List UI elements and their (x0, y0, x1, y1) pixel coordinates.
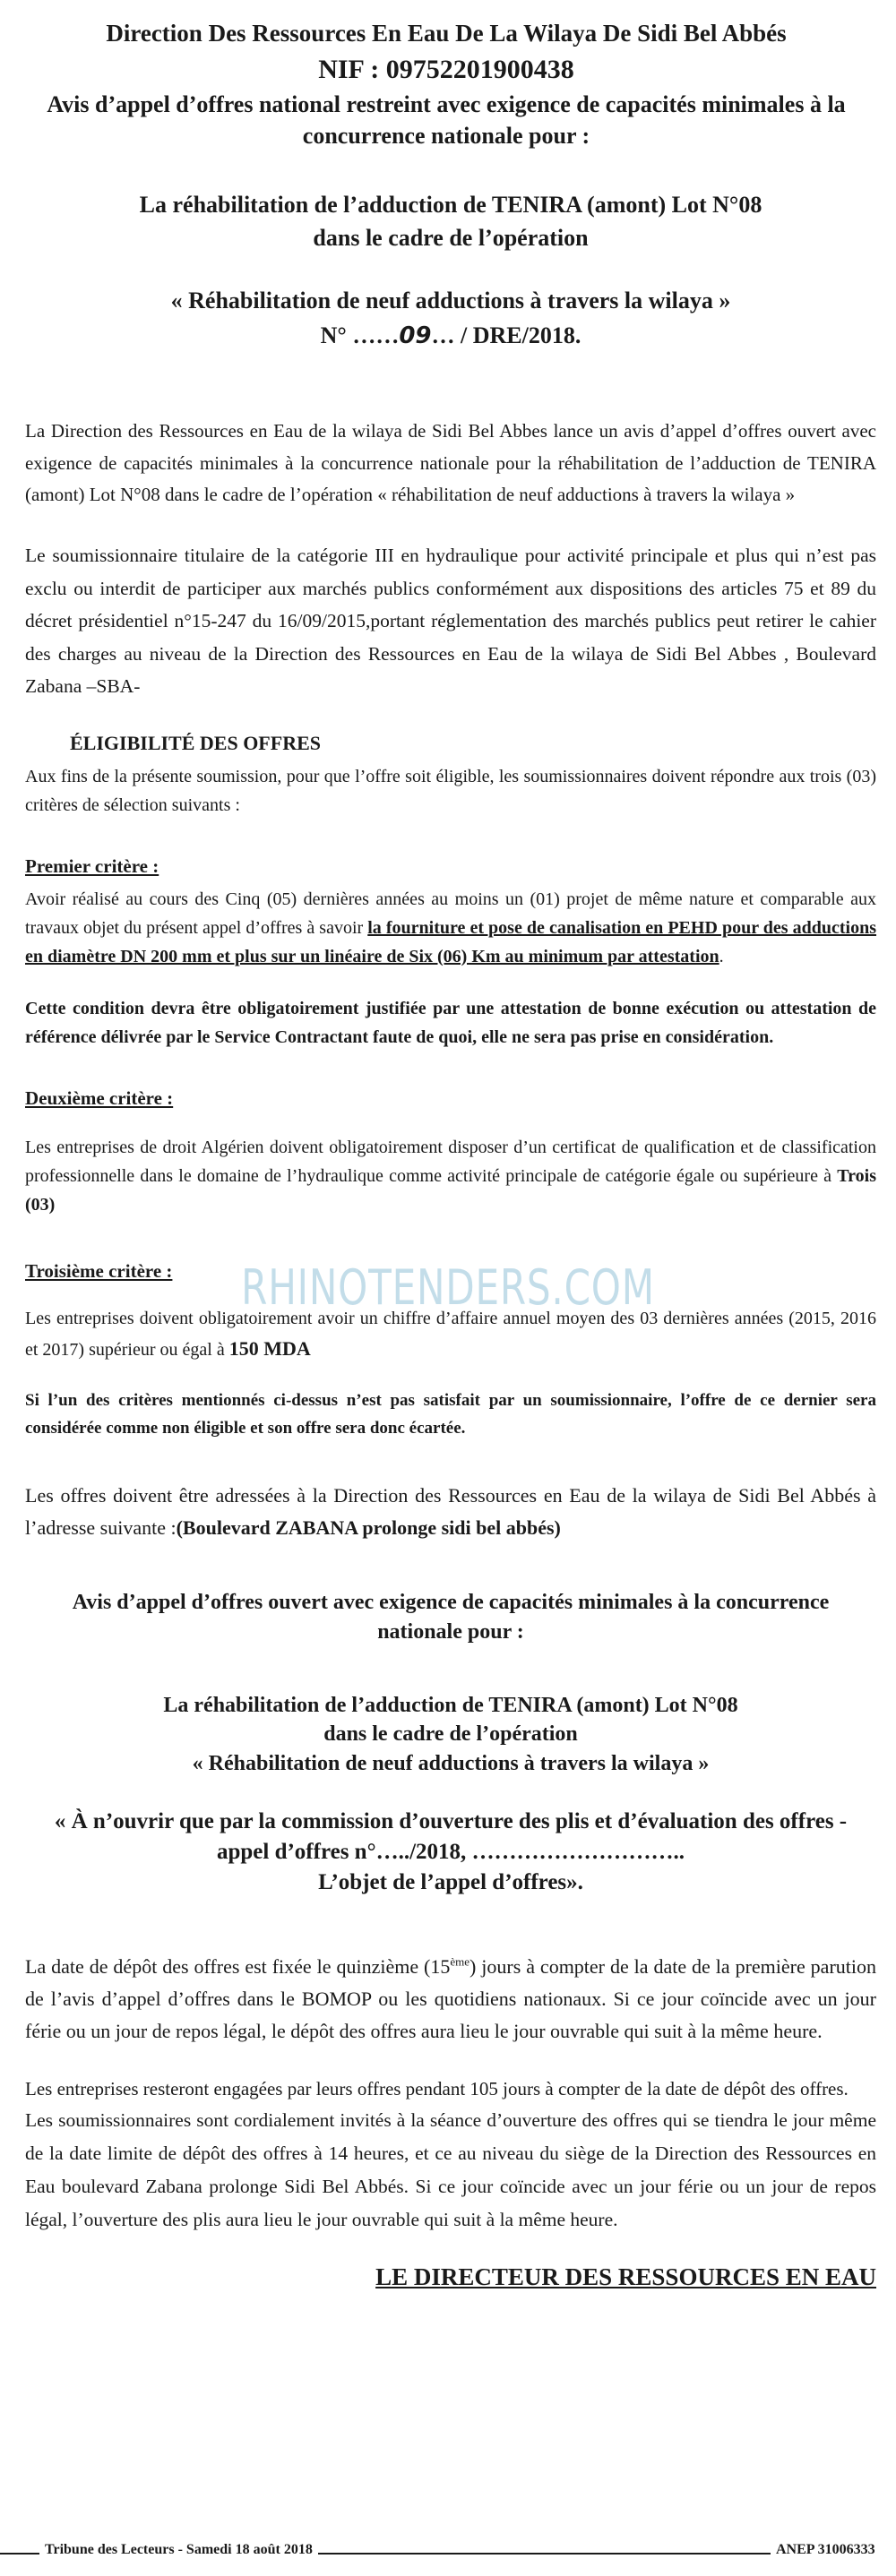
criterion-1-text-a: Avoir réalisé au cours des Cinq (05) dernières années au moins un (01) projet de même nature et comparable aux travaux objet du présent appel d’offres à savoir (25, 889, 876, 938)
criterion-1-text-c: . (719, 946, 724, 966)
notice-type-line2: concurrence nationale pour : (302, 123, 590, 150)
subject-line1: La réhabilitation de l’adduction de TENIRA (amont) Lot N°08 (139, 192, 762, 219)
submission-address (25, 1480, 876, 1543)
footer-publication: Tribune des Lecteurs - Samedi 18 août 2018 (39, 2542, 318, 2558)
deadline-text-a: La date de dépôt des offres est fixée le quinzième (15 (25, 1955, 451, 1979)
subject (25, 189, 876, 349)
eligibility-title: ÉLIGIBILITÉ DES OFFRES (70, 731, 321, 754)
rejection-rule: Si l’un des critères mentionnés ci-dessus n’est pas satisfait par un soumissionnaire, l’offre de ce dernier sera considérée comme non éligible et son offre sera donc écartée. (25, 1391, 876, 1438)
criterion-3-label: Troisième critère : (25, 1259, 173, 1282)
submission-address-text: Les offres doivent être adressées à la Direction des Ressources en Eau de la wilaya de Sidi Bel Abbés à l’adresse suivante : (25, 1483, 876, 1539)
criterion-1-underlined: la fourniture et pose de canalisation en PEHD pour des adductions en diamètre DN 200 mm et plus sur un linéaire de Six (06) Km au minimum par attestation (25, 917, 877, 966)
eligibility-section (25, 732, 876, 1442)
intro (25, 416, 876, 703)
deadline-text-b: ) jours à compter de la date de la première parution de l’avis d’appel d’offres dans le BOMOP ou les quotidiens nationaux. Si ce jour coïncide avec un jour férie ou un jour de repos légal, le dépôt des offres aura lieu le jour ouvrable qui suit à la même heure. (25, 1955, 876, 2042)
deadline-paragraph (25, 1951, 876, 2047)
submission-address-location: (Boulevard ZABANA prolonge sidi bel abbés) (176, 1516, 561, 1539)
envelope-line-4: dans le cadre de l’opération (323, 1722, 578, 1747)
opening-session-paragraph: Les soumissionnaires sont cordialement invités à la séance d’ouverture des offres qui se tiendra le jour même de la date limite de dépôt des offres à 14 heures, et ce au niveau du siège de la Direction des Ressources en Eau boulevard Zabana prolonge Sidi Bel Abbés. Si ce jour coïncide avec un jour férie ou un jour de repos légal, l’ouverture des plis aura lieu le jour ouvrable qui suit à la même heure. (25, 2109, 876, 2231)
envelope-line-6: « À n’ouvrir que par la commission d’ouverture des plis et d’évaluation des offres - (54, 1809, 848, 1834)
deadline-superscript: ème (450, 1955, 470, 1970)
intro-paragraph-2: Le soumissionnaire titulaire de la catégorie III en hydraulique pour activité principale et plus qui n’est pas exclu ou interdit de participer aux marchés publics conformément aux dispositions des articles 75 et 89 du décret présidentiel n°15-247 du 16/09/2015,portant réglementation des marchés publics peut retirer le cahier des charges au niveau de la Direction des Ressources en Eau de la wilaya de Sidi Bel Abbes , Boulevard Zabana –SBA- (25, 545, 876, 698)
criterion-2-category: Trois (03) (25, 1165, 876, 1215)
criterion-3-amount: 150 MDA (228, 1336, 311, 1360)
watermark: RHINOTENDERS.COM (241, 1259, 655, 1316)
operation-title: « Réhabilitation de neuf adductions à travers la wilaya » (170, 288, 731, 314)
footer-anep-number: ANEP 31006333 (771, 2542, 881, 2558)
subject-line2: dans le cadre de l’opération (313, 224, 589, 251)
criterion-1-text (25, 885, 876, 971)
envelope-line-5: « Réhabilitation de neuf adductions à travers la wilaya » (192, 1751, 710, 1775)
notice-number (25, 322, 876, 349)
criterion-1-condition: Cette condition devra être obligatoirement justifiée par une attestation de bonne exécution ou attestation de référence délivrée par le Service Contractant faute de quoi, elle ne sera pas prise en considération. (25, 998, 876, 1047)
tender-notice (25, 18, 876, 2291)
criterion-2-label: Deuxième critère : (25, 1086, 174, 1109)
header (16, 18, 876, 151)
intro-paragraph-1: La Direction des Ressources en Eau de la wilaya de Sidi Bel Abbes lance un avis d’appel d’offres ouvert avec exigence de capacités minimales à la concurrence nationale pour la réhabilitation de l’adduction de TENIRA (amont) Lot N°08 dans le cadre de l’opération « réhabilitation de neuf adductions à travers la wilaya » (25, 420, 876, 505)
criterion-1-label: Premier critère : (25, 854, 159, 877)
nif-number: NIF : 09752201900438 (318, 55, 574, 85)
footer (0, 2542, 896, 2565)
notice-type-line1: Avis d’appel d’offres national restreint avec exigence de capacités minimales à la (47, 91, 846, 118)
eligibility-intro: Aux fins de la présente soumission, pour que l’offre soit éligible, les soumissionnaires doivent répondre aux trois (03) critères de sélection suivants : (25, 766, 876, 815)
envelope-line-3: La réhabilitation de l’adduction de TENIRA (amont) Lot N°08 (163, 1693, 738, 1717)
footer-rule-right (394, 2553, 771, 2555)
notice-number-handwritten: 09 (399, 322, 432, 350)
criterion-2-text-a: Les entreprises de droit Algérien doivent obligatoirement disposer d’un certificat de qualification et de classification professionnelle dans le domaine de l’hydraulique comme activité principale de catégorie égale ou supérieure à (25, 1137, 876, 1186)
criterion-3-text (25, 1304, 876, 1364)
criterion-3-text-a: Les entreprises doivent obligatoirement avoir un chiffre d’affaire annuel moyen des 03 dernières années (2015, 2016 et 2017) supérieur ou égal à (25, 1308, 876, 1360)
envelope-mention (25, 1588, 876, 1897)
envelope-line-8: L’objet de l’appel d’offres». (318, 1869, 583, 1894)
validity-paragraph: Les entreprises resteront engagées par leurs offres pendant 105 jours à compter de la date de dépôt des offres. (25, 2078, 849, 2100)
notice-number-suffix: … / DRE/2018. (431, 322, 582, 349)
deadline-section (25, 1951, 876, 2237)
envelope-line-2: nationale pour : (377, 1619, 524, 1644)
envelope-line-7: appel d’offres n°…../2018, ……………………….. (216, 1839, 685, 1864)
authority-title: Direction Des Ressources En Eau De La Wilaya De Sidi Bel Abbés (106, 20, 787, 47)
signature-title: LE DIRECTEUR DES RESSOURCES EN EAU (375, 2263, 876, 2291)
envelope-line-1: Avis d’appel d’offres ouvert avec exigence de capacités minimales à la concurrence (72, 1591, 830, 1615)
notice-number-prefix: N° …… (320, 322, 400, 349)
criterion-2-text (25, 1133, 876, 1219)
